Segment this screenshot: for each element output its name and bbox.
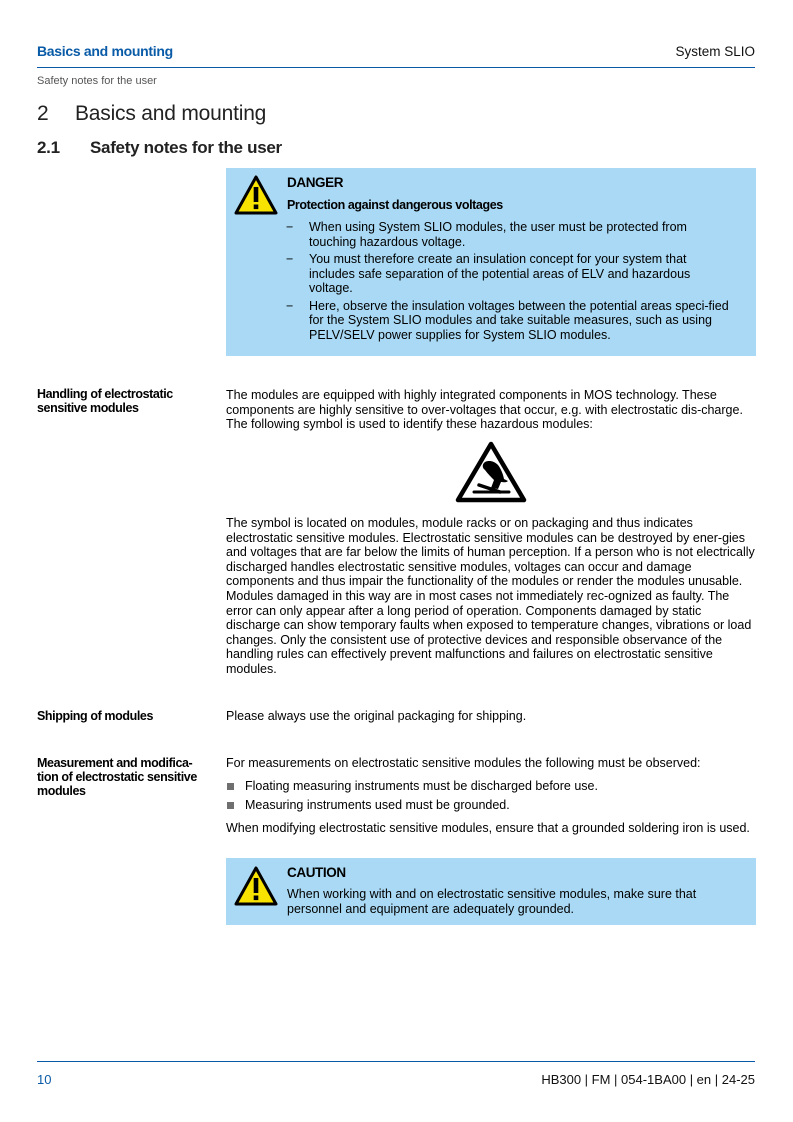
shipping-side-heading: Shipping of modules bbox=[37, 709, 154, 723]
footer-document-id: HB300 | FM | 054-1BA00 | en | 24-25 bbox=[541, 1072, 755, 1087]
section-heading bbox=[37, 138, 282, 158]
header-breadcrumb: Safety notes for the user bbox=[37, 75, 157, 87]
warning-triangle-icon bbox=[234, 175, 278, 215]
measurement-intro-paragraph: For measurements on electrostatic sensitive modules the following must be observed: bbox=[226, 756, 701, 770]
chapter-heading bbox=[37, 102, 266, 126]
measurement-list-item: Floating measuring instruments must be discharged before use. bbox=[226, 779, 756, 794]
danger-notice bbox=[226, 168, 756, 356]
danger-list bbox=[286, 220, 734, 345]
modifying-paragraph: When modifying electrostatic sensitive modules, ensure that a grounded soldering iron is used. bbox=[226, 821, 750, 835]
caution-title: CAUTION bbox=[287, 865, 346, 880]
footer-page-number: 10 bbox=[37, 1072, 52, 1087]
warning-triangle-icon bbox=[234, 866, 278, 906]
measurement-side-heading: Measurement and modifica-tion of electrostatic sensitive modules bbox=[37, 756, 197, 798]
shipping-paragraph: Please always use the original packaging for shipping. bbox=[226, 709, 527, 723]
caution-text: When working with and on electrostatic sensitive modules, make sure that personnel and equipment are adequately grounded. bbox=[287, 887, 697, 916]
footer-divider bbox=[37, 1061, 755, 1062]
chapter-number: 2 bbox=[37, 102, 49, 125]
esd-side-heading: Handling of electrostatic sensitive modules bbox=[37, 387, 173, 415]
caution-notice bbox=[226, 858, 756, 925]
danger-list-item: − Here, observe the insulation voltages between the potential areas speci-fied for the System SLIO modules and take suitable measures, such as using PELV/SELV power supplies for System SLIO modules. bbox=[286, 299, 734, 343]
header-product-name: System SLIO bbox=[675, 44, 755, 59]
header-divider bbox=[37, 67, 755, 68]
esd-description-paragraph: The symbol is located on modules, module racks or on packaging and thus indicates electrostatic sensitive modules. Electrostatic sensitive modules can be destroyed by ener-gies and voltages that are far below the limits of human perception. If a person who is not electrically discharged handles electrostatic sensitive modules, voltages can occur and damage components and thus impair the functionality of the modules or render the modules unusable. Modules damaged in this way are in most cases not immediately rec-ognized as faulty. The error can only appear after a long period of operation. Components damaged by static discharge can show temporary faults when exposed to temperature changes, vibrations or load changes. Only the consistent use of protective devices and responsible observance of the handling rules can effectively prevent malfunctions and failures on electrostatic sensitive modules. bbox=[226, 516, 755, 676]
header-chapter-title: Basics and mounting bbox=[37, 43, 173, 59]
danger-list-item: − You must therefore create an insulation concept for your system that includes safe separation of the potential areas of ELV and hazardous voltage. bbox=[286, 252, 734, 296]
danger-title: DANGER bbox=[287, 175, 344, 190]
esd-warning-icon bbox=[455, 441, 527, 503]
esd-intro-paragraph: The modules are equipped with highly integrated components in MOS technology. These components are highly sensitive to over-voltages that occur, e.g. with electrostatic dis-charge. The following symbol is used to identify these hazardous modules: bbox=[226, 388, 743, 432]
danger-subtitle: Protection against dangerous voltages bbox=[287, 198, 503, 212]
section-title: Safety notes for the user bbox=[90, 138, 282, 157]
measurement-list bbox=[226, 779, 756, 817]
section-number: 2.1 bbox=[37, 138, 60, 157]
measurement-list-item: Measuring instruments used must be grounded. bbox=[226, 798, 756, 813]
danger-list-item: − When using System SLIO modules, the user must be protected from touching hazardous voltage. bbox=[286, 220, 734, 249]
chapter-title: Basics and mounting bbox=[75, 102, 267, 125]
